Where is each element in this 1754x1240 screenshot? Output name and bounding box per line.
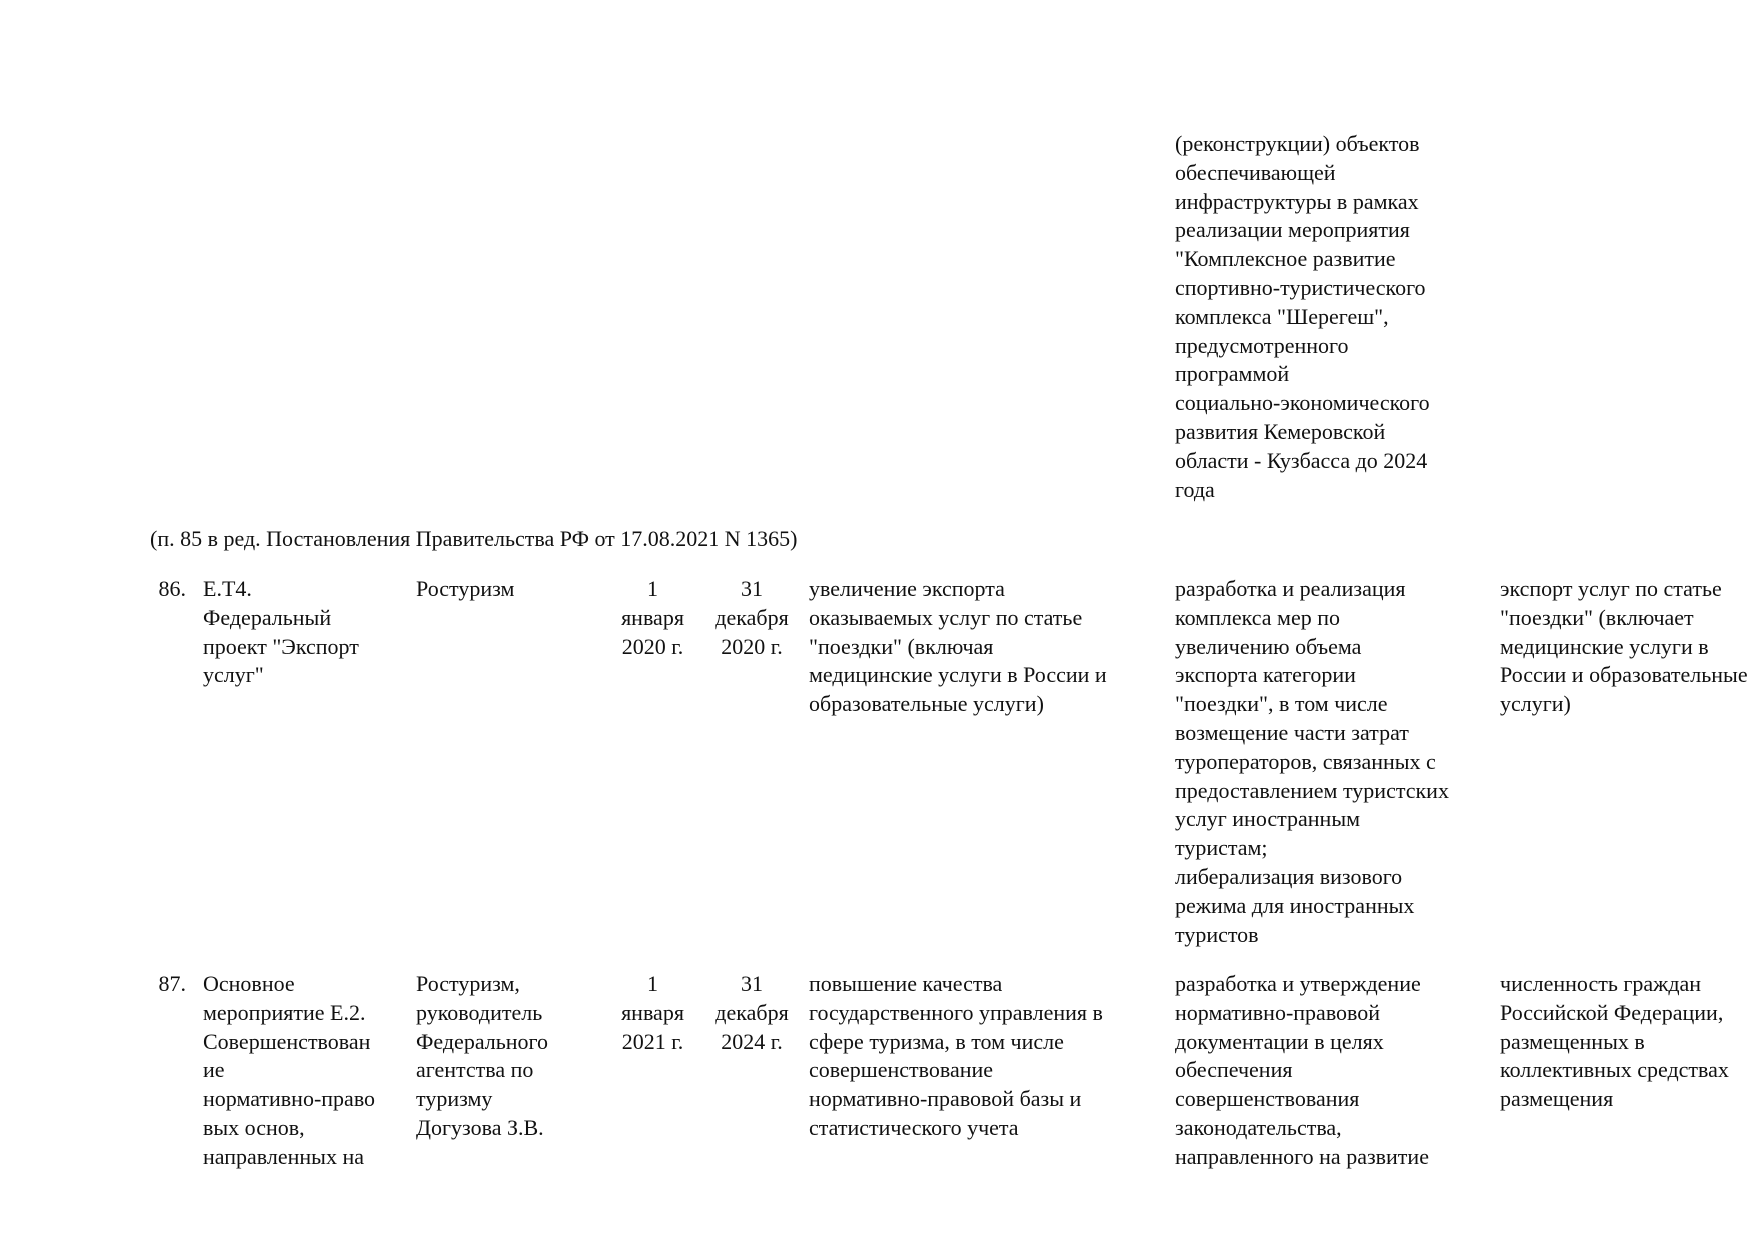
row-number: 87. [158,971,186,996]
measure-name: Е.Т4. Федеральный проект "Экспорт услуг" [203,576,359,688]
main-activities: разработка и утверждение нормативно-правовой документации в целях обеспечения совершенствования законодательства, направленного на развитие [1175,971,1429,1169]
measure-name: Основное мероприятие Е.2. Совершенствован ие нормативно-право вых основ, направленных на [203,971,376,1169]
start-date: 1 января 2021 г. [621,971,684,1054]
activities-cell-continued: (реконструкции) объектов обеспечивающей инфраструктуры в рамках реализации мероприятия "Комплексное развитие спортивно-туристического комплекса "Шерегеш", предусмотренного программой социально-экономического развития Кемеровской области - Кузбасса до 2024 года [1175,131,1430,502]
expected-result: увеличение экспорта оказываемых услуг по статье "поездки" (включая медицинские услуги в России и образовательные услуги) [809,576,1107,717]
main-activities: разработка и реализация комплекса мер по увеличению объема экспорта категории "поездки", в том числе возмещение части затрат туроператоров, связанных с предоставлением туристских услуг иностранным туристам; либерализация визового режима для иностранных туристов [1175,576,1449,947]
executor: Ростуризм, руководитель Федерального агентства по туризму Догузова З.В. [416,971,549,1140]
expected-result: повышение качества государственного управления в сфере туризма, в том числе совершенствование нормативно-правовой базы и статистического учета [809,971,1103,1140]
start-date: 1 января 2020 г. [621,576,684,659]
end-date: 31 декабря 2020 г. [715,576,789,659]
end-date: 31 декабря 2024 г. [715,971,789,1054]
indicator: численность граждан Российской Федерации, размещенных в коллективных средствах размещения [1500,971,1729,1112]
row-number: 86. [158,576,186,601]
executor: Ростуризм [416,576,515,601]
indicator: экспорт услуг по статье "поездки" (включает медицинские услуги в России и образовательные услуги) [1500,576,1748,717]
amendment-note: (п. 85 в ред. Постановления Правительства РФ от 17.08.2021 N 1365) [150,526,798,551]
